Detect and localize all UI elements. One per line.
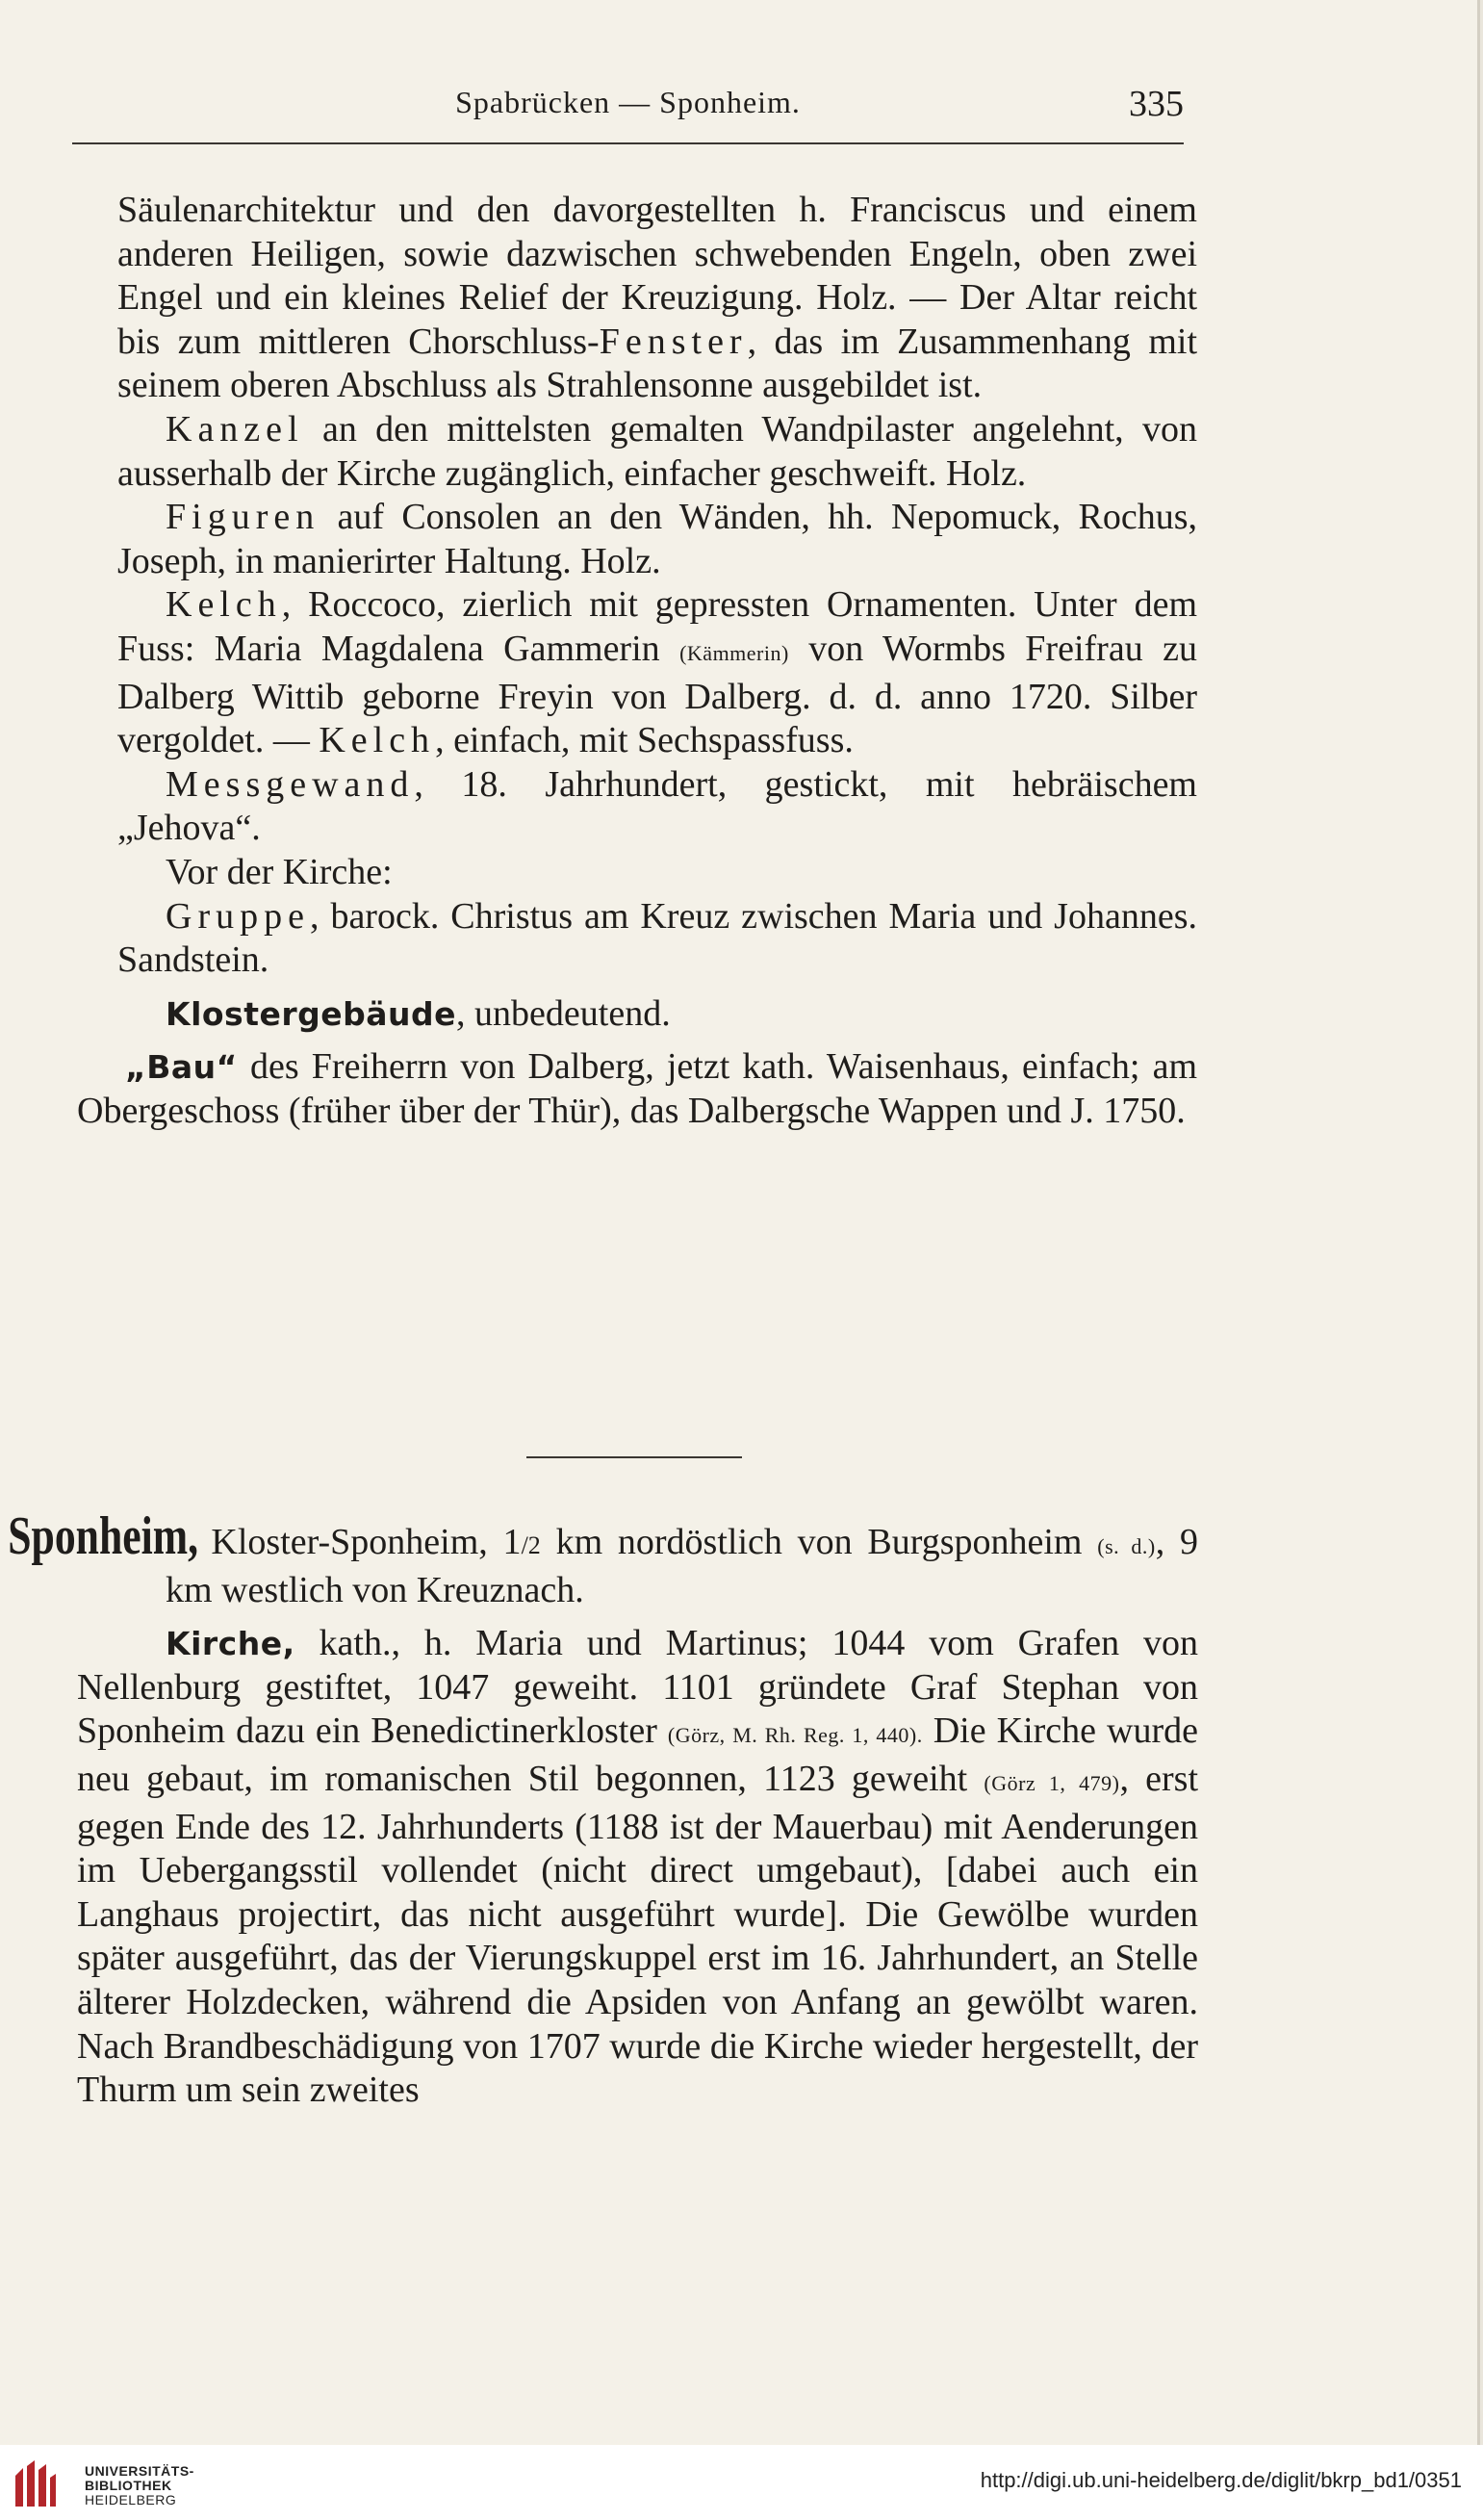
running-header	[72, 85, 1184, 144]
text-block-sponheim	[8, 1506, 1199, 2113]
paragraph-kirche: Kirche, kath., h. Maria und Martinus; 1044 vom Grafen von Nellenburg gestiftet, 1047 geweiht. 1101 gründete Graf Stephan von Sponheim dazu ein Benedictinerkloster (Görz, M. Rh. Reg. 1, 440). Die Kirche wurde neu gebaut, im romanischen Stil begonnen, 1123 geweiht (Görz 1, 479), erst gegen Ende des 12. Jahrhunderts (1188 ist der Mauerbau) mit Aenderungen im Uebergangsstil vollendet (nicht direct umgebaut), [dabei auch ein Langhaus projectirt, das nicht ausgeführt wurde]. Die Gewölbe wurden später ausgeführt, das der Vierungskuppel erst im 16. Jahrhundert, an Stelle älterer Holzdecken, während die Apsiden von Anfang an gewölbt waren. Nach Brandbeschädigung von 1707 wurde die Kirche wieder hergestellt, der Thurm um sein zweites	[77, 1623, 1198, 2111]
running-title: Spabrücken — Sponheim.	[455, 85, 801, 119]
paragraph-klostergebaeude: Klostergebäude, unbedeutend.	[166, 992, 671, 1034]
entry-heading-sponheim: Sponheim, Kloster-Sponheim, 1/2 km nordöstlich von Burgsponheim (s. d.), 9 km westlich von Kreuznach.	[8, 1506, 1199, 1610]
paragraph-messgewand: Messgewand, 18. Jahrhundert, gestickt, mit hebräischem „Jehova“.	[117, 763, 1197, 849]
paragraph: Säulenarchitektur und den davorgestellten h. Franciscus und einem anderen Heiligen, sowie dazwischen schwebenden Engeln, oben zwei Engel und ein kleines Relief der Kreuzigung. Holz. — Der Altar reicht bis zum mittleren Chorschluss-Fenster, das im Zusammenhang mit seinem oberen Abschluss als Strahlensonne ausgebildet ist.	[117, 190, 1198, 406]
paragraph-figuren: Figuren auf Consolen an den Wänden, hh. Nepomuck, Rochus, Joseph, in manierirter Haltung. Holz.	[117, 497, 1197, 581]
library-name: UNIVERSITÄTS- BIBLIOTHEK HEIDELBERG	[85, 2463, 194, 2507]
source-url-link[interactable]: http://digi.ub.uni-heidelberg.de/diglit/bkrp_bd1/0351	[980, 2468, 1462, 2492]
paragraph-kelch: Kelch, Roccoco, zierlich mit gepressten Ornamenten. Unter dem Fuss: Maria Magdalena Gammerin (Kämmerin) von Wormbs Freifrau zu Dalberg Wittib geborne Freyin von Dalberg. d. d. anno 1720. Silber vergoldet. — Kelch, einfach, mit Sechspassfuss.	[117, 584, 1197, 761]
section-divider	[526, 1456, 742, 1458]
library-logo-icon	[12, 2458, 60, 2510]
paragraph-gruppe: Gruppe, barock. Christus am Kreuz zwischen Maria und Johannes. Sandstein.	[117, 895, 1197, 981]
paragraph-kanzel: Kanzel an den mittelsten gemalten Wandpilaster angelehnt, von ausserhalb der Kirche zugänglich, einfacher geschweift. Holz.	[117, 408, 1197, 494]
text-block-spabruecken	[77, 189, 1198, 1133]
digitization-footer	[0, 2445, 1483, 2520]
paragraph-bau: „Bau“ des Freiherrn von Dalberg, jetzt kath. Waisenhaus, einfach; am Obergeschoss (früher über der Thür), das Dalbergsche Wappen und J. 1750.	[77, 1046, 1197, 1131]
page-number: 335	[1129, 84, 1184, 124]
paragraph-vor-der-kirche: Vor der Kirche:	[166, 851, 393, 892]
